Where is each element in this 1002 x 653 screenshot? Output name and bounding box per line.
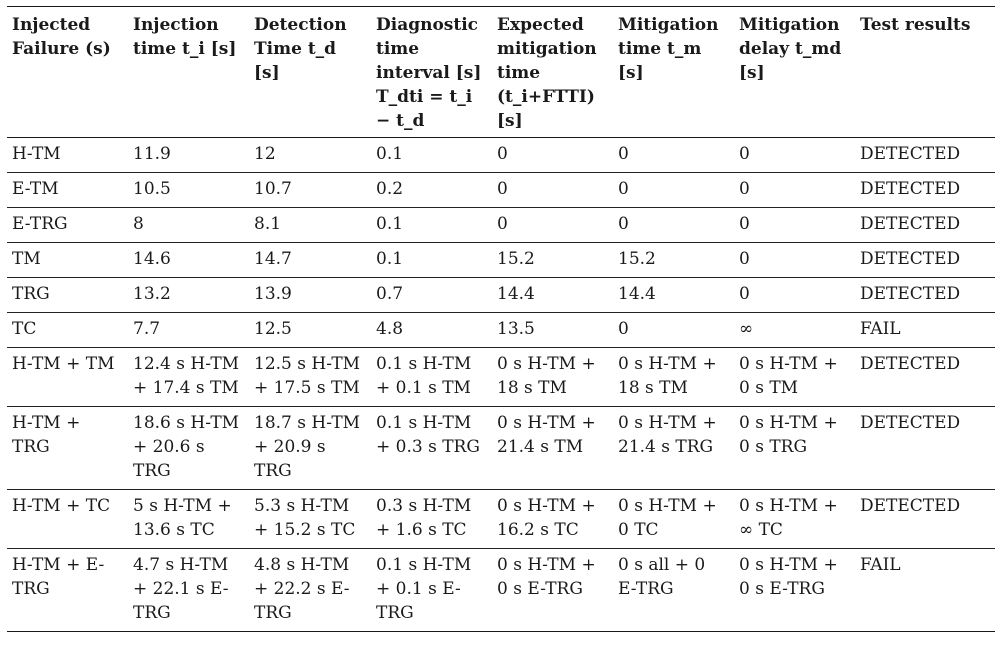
cell-detection-time: 14.7 bbox=[249, 243, 371, 278]
cell-injected-failure: E-TM bbox=[7, 173, 128, 208]
cell-detection-time: 8.1 bbox=[249, 208, 371, 243]
cell-expected-mitigation-time: 0 bbox=[492, 173, 613, 208]
cell-mitigation-time: 14.4 bbox=[613, 278, 734, 313]
cell-injected-failure: TM bbox=[7, 243, 128, 278]
cell-injection-time: 10.5 bbox=[128, 173, 249, 208]
cell-mitigation-time: 0 s all + 0 E-TRG bbox=[613, 549, 734, 632]
cell-injected-failure: H-TM + TM bbox=[7, 348, 128, 407]
cell-detection-time: 4.8 s H-TM + 22.2 s E-TRG bbox=[249, 549, 371, 632]
cell-test-result: DETECTED bbox=[855, 348, 995, 407]
cell-diagnostic-interval: 0.1 s H-TM + 0.3 s TRG bbox=[371, 407, 492, 490]
cell-injection-time: 12.4 s H-TM + 17.4 s TM bbox=[128, 348, 249, 407]
cell-mitigation-delay: 0 s H-TM + ∞ TC bbox=[734, 490, 855, 549]
cell-expected-mitigation-time: 0 bbox=[492, 138, 613, 173]
cell-diagnostic-interval: 0.3 s H-TM + 1.6 s TC bbox=[371, 490, 492, 549]
cell-mitigation-delay: 0 bbox=[734, 278, 855, 313]
table-header bbox=[7, 7, 995, 138]
cell-injection-time: 7.7 bbox=[128, 313, 249, 348]
table-row bbox=[7, 208, 995, 243]
cell-mitigation-delay: 0 bbox=[734, 138, 855, 173]
cell-test-result: FAIL bbox=[855, 549, 995, 632]
cell-mitigation-time: 0 s H-TM + 0 TC bbox=[613, 490, 734, 549]
cell-injected-failure: TC bbox=[7, 313, 128, 348]
cell-injection-time: 4.7 s H-TM + 22.1 s E-TRG bbox=[128, 549, 249, 632]
cell-mitigation-delay: 0 bbox=[734, 208, 855, 243]
header-test-results: Test results bbox=[855, 7, 995, 138]
header-detection-time: Detection Time t_d [s] bbox=[249, 7, 371, 138]
cell-diagnostic-interval: 0.7 bbox=[371, 278, 492, 313]
header-mitigation-time: Mitigation time t_m [s] bbox=[613, 7, 734, 138]
table-row bbox=[7, 348, 995, 407]
header-expected-mitigation-time: Expected mitigation time (t_i+FTTI) [s] bbox=[492, 7, 613, 138]
cell-injected-failure: H-TM + E-TRG bbox=[7, 549, 128, 632]
cell-mitigation-time: 0 bbox=[613, 138, 734, 173]
cell-expected-mitigation-time: 14.4 bbox=[492, 278, 613, 313]
table-row bbox=[7, 313, 995, 348]
cell-detection-time: 5.3 s H-TM + 15.2 s TC bbox=[249, 490, 371, 549]
header-injection-time: Injection time t_i [s] bbox=[128, 7, 249, 138]
cell-expected-mitigation-time: 0 s H-TM + 21.4 s TM bbox=[492, 407, 613, 490]
cell-mitigation-time: 0 bbox=[613, 208, 734, 243]
cell-test-result: DETECTED bbox=[855, 243, 995, 278]
cell-injection-time: 5 s H-TM + 13.6 s TC bbox=[128, 490, 249, 549]
cell-expected-mitigation-time: 0 s H-TM + 0 s E-TRG bbox=[492, 549, 613, 632]
table-row bbox=[7, 243, 995, 278]
cell-test-result: DETECTED bbox=[855, 208, 995, 243]
results-table-container bbox=[7, 6, 995, 632]
table-row bbox=[7, 490, 995, 549]
cell-expected-mitigation-time: 13.5 bbox=[492, 313, 613, 348]
cell-expected-mitigation-time: 0 s H-TM + 16.2 s TC bbox=[492, 490, 613, 549]
cell-test-result: FAIL bbox=[855, 313, 995, 348]
cell-diagnostic-interval: 0.1 s H-TM + 0.1 s E-TRG bbox=[371, 549, 492, 632]
cell-injection-time: 8 bbox=[128, 208, 249, 243]
cell-detection-time: 10.7 bbox=[249, 173, 371, 208]
cell-mitigation-delay: 0 bbox=[734, 173, 855, 208]
cell-injected-failure: H-TM bbox=[7, 138, 128, 173]
cell-detection-time: 12 bbox=[249, 138, 371, 173]
cell-test-result: DETECTED bbox=[855, 278, 995, 313]
cell-injection-time: 14.6 bbox=[128, 243, 249, 278]
cell-injection-time: 11.9 bbox=[128, 138, 249, 173]
table-row bbox=[7, 173, 995, 208]
cell-diagnostic-interval: 4.8 bbox=[371, 313, 492, 348]
cell-injected-failure: H-TM + TRG bbox=[7, 407, 128, 490]
cell-injection-time: 18.6 s H-TM + 20.6 s TRG bbox=[128, 407, 249, 490]
cell-expected-mitigation-time: 0 bbox=[492, 208, 613, 243]
cell-diagnostic-interval: 0.1 bbox=[371, 243, 492, 278]
cell-expected-mitigation-time: 0 s H-TM + 18 s TM bbox=[492, 348, 613, 407]
cell-diagnostic-interval: 0.1 bbox=[371, 138, 492, 173]
cell-injected-failure: E-TRG bbox=[7, 208, 128, 243]
cell-mitigation-time: 0 bbox=[613, 313, 734, 348]
cell-mitigation-delay: ∞ bbox=[734, 313, 855, 348]
cell-mitigation-time: 0 s H-TM + 21.4 s TRG bbox=[613, 407, 734, 490]
cell-detection-time: 12.5 bbox=[249, 313, 371, 348]
cell-expected-mitigation-time: 15.2 bbox=[492, 243, 613, 278]
header-injected-failure: Injected Failure (s) bbox=[7, 7, 128, 138]
cell-detection-time: 13.9 bbox=[249, 278, 371, 313]
cell-mitigation-delay: 0 s H-TM + 0 s TRG bbox=[734, 407, 855, 490]
cell-mitigation-time: 0 bbox=[613, 173, 734, 208]
cell-mitigation-delay: 0 s H-TM + 0 s E-TRG bbox=[734, 549, 855, 632]
cell-mitigation-delay: 0 bbox=[734, 243, 855, 278]
table-row bbox=[7, 278, 995, 313]
header-mitigation-delay: Mitigation delay t_md [s] bbox=[734, 7, 855, 138]
header-diagnostic-interval: Diagnostic time interval [s] T_dti = t_i − t_d bbox=[371, 7, 492, 138]
cell-test-result: DETECTED bbox=[855, 490, 995, 549]
cell-mitigation-time: 0 s H-TM + 18 s TM bbox=[613, 348, 734, 407]
cell-test-result: DETECTED bbox=[855, 173, 995, 208]
cell-detection-time: 12.5 s H-TM + 17.5 s TM bbox=[249, 348, 371, 407]
table-row bbox=[7, 549, 995, 632]
table-row bbox=[7, 138, 995, 173]
cell-mitigation-time: 15.2 bbox=[613, 243, 734, 278]
cell-detection-time: 18.7 s H-TM + 20.9 s TRG bbox=[249, 407, 371, 490]
table-body bbox=[7, 138, 995, 632]
cell-mitigation-delay: 0 s H-TM + 0 s TM bbox=[734, 348, 855, 407]
cell-diagnostic-interval: 0.1 bbox=[371, 208, 492, 243]
cell-injection-time: 13.2 bbox=[128, 278, 249, 313]
cell-injected-failure: TRG bbox=[7, 278, 128, 313]
table-row bbox=[7, 407, 995, 490]
cell-test-result: DETECTED bbox=[855, 407, 995, 490]
cell-diagnostic-interval: 0.1 s H-TM + 0.1 s TM bbox=[371, 348, 492, 407]
cell-test-result: DETECTED bbox=[855, 138, 995, 173]
cell-injected-failure: H-TM + TC bbox=[7, 490, 128, 549]
failure-injection-results-table bbox=[7, 6, 995, 632]
header-row bbox=[7, 7, 995, 138]
cell-diagnostic-interval: 0.2 bbox=[371, 173, 492, 208]
